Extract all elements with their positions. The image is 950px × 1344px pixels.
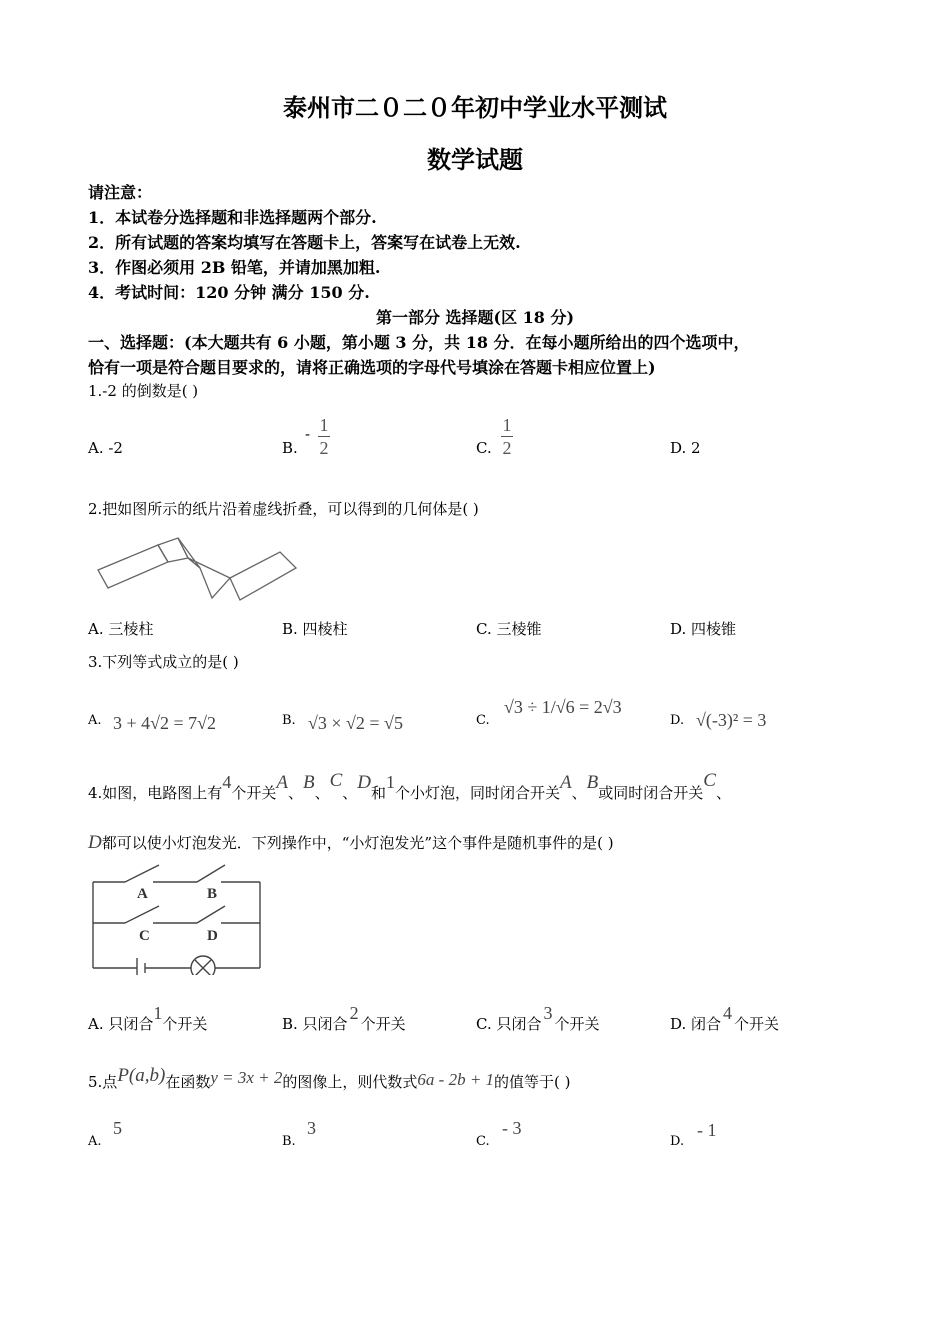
q5-option-d-value: - 1 — [697, 1120, 717, 1140]
separator: 、 — [571, 784, 587, 802]
text: D. 闭合 — [670, 1015, 722, 1033]
math-number: 1 — [386, 772, 396, 792]
switch-c: C — [329, 770, 343, 791]
text: 都可以使小灯泡发光．下列操作中，“小灯泡发光”这个事件是随机事件的是( ) — [101, 834, 614, 852]
q3-option-c-expression: √3 ÷ 1/√6 = 2√3 — [504, 697, 622, 717]
text: 的值等于( ) — [494, 1073, 571, 1091]
q2-option-d: D. 四棱锥 — [670, 620, 737, 638]
section-instruction-line1: 一、选择题：(本大题共有 6 小题，第小题 3 分，共 18 分．在每小题所给出的四个选项中， — [88, 333, 750, 352]
q2-option-b: B. 四棱柱 — [282, 620, 348, 638]
question-3-stem: 3.下列等式成立的是( ) — [88, 653, 239, 671]
circuit-label-d: D — [207, 928, 218, 944]
notice-item: 2．所有试题的答案均填写在答题卡上，答案写在试卷上无效. — [88, 233, 521, 252]
text: B. 只闭合 — [282, 1015, 348, 1033]
math-function: y = 3x + 2 — [210, 1068, 283, 1087]
separator: 、 — [342, 784, 358, 802]
q3-option-b-label: B. — [282, 713, 296, 728]
text: 或同时闭合开关 — [598, 784, 704, 802]
circuit-label-b: B — [207, 886, 218, 902]
q5-option-c-value: - 3 — [502, 1118, 522, 1138]
text: 个小灯泡，同时闭合开关 — [395, 784, 561, 802]
math-number: 2 — [349, 1003, 359, 1023]
text: A. 只闭合 — [88, 1015, 154, 1033]
text: 个开关 — [360, 1015, 406, 1033]
q4-option-a — [88, 1003, 208, 1034]
text: 的图像上，则代数式 — [282, 1073, 418, 1091]
text: 个开关 — [162, 1015, 208, 1033]
switch-d: D — [88, 832, 102, 853]
q3-option-d-label: D. — [670, 713, 685, 728]
q5-option-a-label: A. — [88, 1134, 102, 1149]
circuit-label-a: A — [137, 886, 148, 902]
notice-item: 1．本试卷分选择题和非选择题两个部分. — [88, 208, 377, 227]
q1-option-b-label: B. — [282, 439, 298, 457]
notice-heading: 请注意： — [88, 183, 153, 202]
separator: 、 — [287, 784, 303, 802]
q5-option-c-label: C. — [476, 1134, 490, 1149]
switch-a: A — [276, 772, 288, 793]
denominator: 2 — [319, 438, 329, 458]
q3-option-d-expression: √(-3)² = 3 — [696, 710, 767, 730]
q5-option-b-value: 3 — [307, 1118, 316, 1138]
notice-item: 3．作图必须用 2B 铅笔，并请加黑加粗. — [88, 258, 381, 277]
question-5-stem — [88, 1065, 571, 1093]
q1-option-c-label: C. — [476, 439, 492, 457]
text: 4.如图，电路图上有 — [88, 784, 223, 802]
folding-net-figure — [90, 530, 310, 610]
text: 5.点 — [88, 1073, 118, 1091]
circuit-label-c: C — [139, 928, 150, 944]
q5-option-d-label: D. — [670, 1134, 685, 1149]
math-expression: 6a - 2b + 1 — [417, 1070, 495, 1089]
question-4-line1 — [88, 770, 731, 804]
question-1-stem: 1.-2 的倒数是( ) — [88, 382, 199, 400]
switch-b: B — [302, 772, 315, 793]
text: 和 — [371, 784, 387, 802]
part-heading: 第一部分 选择题(区 18 分) — [375, 308, 575, 327]
q3-option-a-expression: 3 + 4√2 = 7√2 — [113, 713, 217, 733]
q1-option-a: A. -2 — [88, 439, 123, 457]
q2-option-c: C. 三棱锥 — [476, 620, 542, 638]
text: 个开关 — [734, 1015, 780, 1033]
section-instruction-line2: 恰有一项是符合题目要求的，请将正确选项的字母代号填涂在答题卡相应位置上) — [88, 358, 656, 377]
exam-title: 泰州市二０二０年初中学业水平测试 — [283, 93, 667, 122]
q2-option-a: A. 三棱柱 — [88, 620, 154, 638]
switch-c: C — [703, 770, 716, 791]
math-number: 3 — [543, 1003, 553, 1023]
separator: 、 — [314, 784, 330, 802]
text: 在函数 — [165, 1073, 211, 1091]
q3-option-b-expression: √3 × √2 = √5 — [308, 713, 403, 733]
switch-b: B — [586, 772, 599, 793]
denominator: 2 — [502, 438, 512, 458]
q1-option-c-fraction — [501, 414, 513, 459]
switch-a: A — [560, 772, 572, 793]
question-2-stem: 2.把如图所示的纸片沿着虚线折叠，可以得到的几何体是( ) — [88, 500, 479, 518]
q4-option-c — [476, 1003, 600, 1034]
numerator: 1 — [502, 415, 512, 435]
q3-option-a-label: A. — [88, 713, 102, 728]
switch-d: D — [357, 772, 372, 793]
math-number: 1 — [153, 1003, 163, 1023]
q5-option-a-value: 5 — [113, 1118, 122, 1138]
q4-option-d — [670, 1003, 780, 1034]
q1-option-b-fraction — [318, 414, 330, 459]
numerator: 1 — [319, 415, 329, 435]
text: C. 只闭合 — [476, 1015, 542, 1033]
exam-subtitle: 数学试题 — [427, 145, 523, 174]
q1-option-d: D. 2 — [670, 439, 701, 457]
text: 个开关 — [231, 784, 277, 802]
q3-option-c-label: C. — [476, 713, 490, 728]
question-4-line2 — [88, 832, 614, 854]
circuit-diagram — [85, 860, 270, 975]
q1-option-b-sign: - — [305, 425, 311, 443]
text: 个开关 — [554, 1015, 600, 1033]
math-point: P(a,b) — [117, 1065, 166, 1086]
q5-option-b-label: B. — [282, 1134, 296, 1149]
q4-option-b — [282, 1003, 406, 1034]
notice-item: 4．考试时间：120 分钟 满分 150 分. — [88, 283, 370, 302]
math-number: 4 — [222, 772, 232, 792]
math-number: 4 — [723, 1003, 733, 1023]
separator: 、 — [715, 784, 731, 802]
